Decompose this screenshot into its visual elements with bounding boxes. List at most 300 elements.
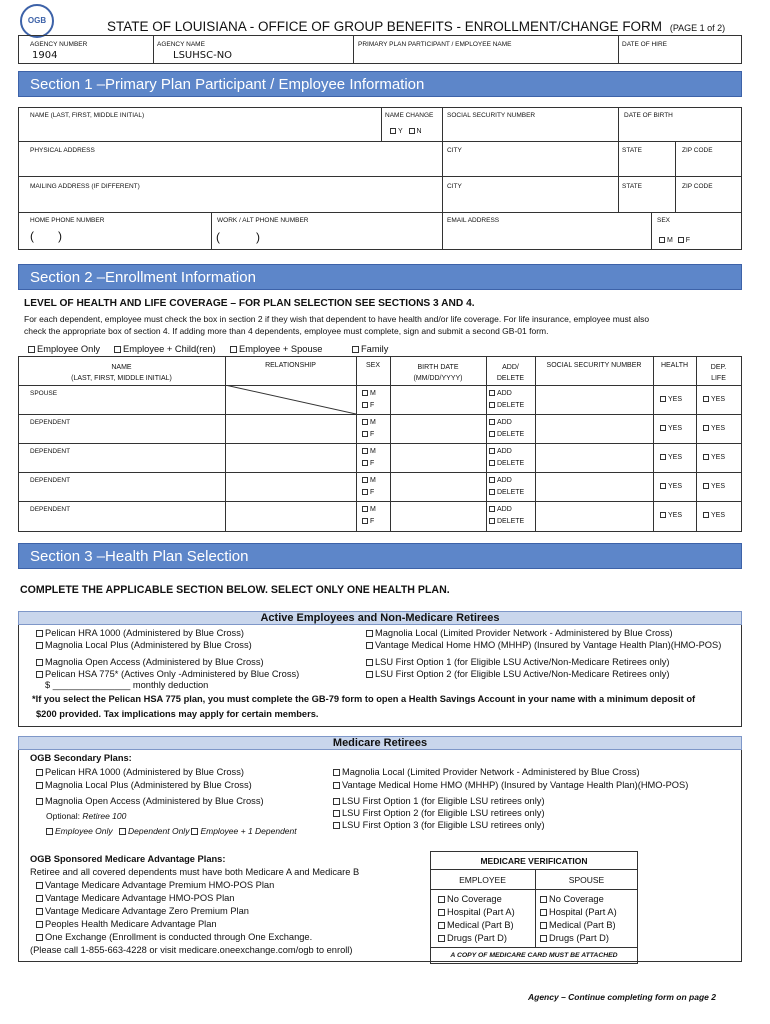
dependent-delete[interactable] bbox=[489, 489, 524, 496]
plan-pelican-hsa-775-label: Pelican HSA 775* (Actives Only -Administered by Blue Cross) bbox=[45, 669, 300, 679]
physical-zip-label: ZIP CODE bbox=[682, 147, 713, 154]
plan-pelican-hsa-775[interactable] bbox=[36, 669, 299, 679]
dependent-life-yes-checkbox[interactable] bbox=[703, 483, 709, 489]
dependent-health-yes[interactable] bbox=[660, 454, 682, 461]
work-phone-paren-open: ( bbox=[216, 230, 220, 244]
advantage-intro: Retiree and all covered dependents must have both Medicare A and Medicare B bbox=[30, 867, 360, 877]
dependent-add[interactable] bbox=[489, 506, 512, 513]
dependent-sex-m[interactable] bbox=[362, 448, 376, 455]
dependent-sex-m-label: M bbox=[370, 506, 376, 513]
dependents-header-birth bbox=[390, 362, 486, 384]
advantage-vantage-hmo-pos[interactable] bbox=[36, 893, 234, 903]
dependent-row-label: DEPENDENT bbox=[30, 419, 71, 426]
dependent-row-label: DEPENDENT bbox=[30, 477, 71, 484]
ssn-field[interactable] bbox=[446, 122, 614, 138]
name-change-yes-checkbox[interactable] bbox=[390, 128, 396, 134]
plan-magnolia-open-access[interactable] bbox=[36, 657, 264, 667]
plan-pelican-hra-1000-label: Pelican HRA 1000 (Administered by Blue Cross) bbox=[45, 628, 244, 638]
plan-lsu-first-option-2[interactable] bbox=[366, 669, 670, 679]
physical-zip-field[interactable] bbox=[678, 157, 738, 173]
plan-magnolia-open-access-checkbox[interactable] bbox=[36, 659, 43, 666]
coverage-option-family[interactable] bbox=[352, 344, 388, 354]
dependent-life-yes-checkbox[interactable] bbox=[703, 454, 709, 460]
work-phone-paren-close: ) bbox=[256, 230, 260, 244]
name-field[interactable] bbox=[22, 122, 377, 138]
dependent-add[interactable] bbox=[489, 448, 512, 455]
dependent-life-yes-label: YES bbox=[711, 454, 726, 461]
form-title bbox=[107, 19, 725, 34]
secondary-magnolia-local-label: Magnolia Local (Limited Provider Network - Administered by Blue Cross) bbox=[342, 767, 640, 777]
sex-label: SEX bbox=[657, 217, 671, 224]
dependent-add-label: ADD bbox=[497, 419, 512, 426]
advantage-vantage-premium-label: Vantage Medicare Advantage Premium HMO-POS Plan bbox=[45, 880, 275, 890]
dependent-add-checkbox[interactable] bbox=[489, 448, 495, 454]
secondary-magnolia-open-access-label: Magnolia Open Access (Administered by Blue Cross) bbox=[45, 796, 264, 806]
physical-address-label: PHYSICAL ADDRESS bbox=[30, 147, 95, 154]
advantage-vantage-zero-premium[interactable] bbox=[36, 906, 249, 916]
advantage-vantage-premium[interactable] bbox=[36, 880, 274, 890]
secondary-pelican-hra-1000-checkbox[interactable] bbox=[36, 769, 43, 776]
dependent-health-yes-label: YES bbox=[668, 425, 683, 432]
plan-vantage-mhhp[interactable] bbox=[366, 640, 721, 650]
agency-name-field[interactable]: LSUHSC-NO bbox=[173, 50, 233, 61]
hsa-note-line-2: $200 provided. Tax implications may apply for certain members. bbox=[36, 709, 319, 719]
dependent-life-yes[interactable] bbox=[703, 454, 725, 461]
advantage-peoples-health[interactable] bbox=[36, 919, 217, 929]
employee-drugs-part-d[interactable] bbox=[438, 933, 507, 943]
plan-magnolia-local-plus[interactable] bbox=[36, 640, 252, 650]
coverage-option-employee-only[interactable] bbox=[28, 344, 100, 354]
advantage-peoples-health-checkbox[interactable] bbox=[36, 921, 43, 928]
advantage-one-exchange-label: One Exchange (Enrollment is conducted through One Exchange. bbox=[45, 932, 313, 942]
secondary-pelican-hra-1000[interactable] bbox=[36, 767, 244, 777]
employee-no-coverage-label: No Coverage bbox=[447, 894, 502, 904]
section-2-heading: LEVEL OF HEALTH AND LIFE COVERAGE – FOR PLAN SELECTION SEE SECTIONS 3 AND 4. bbox=[24, 298, 475, 309]
dependent-delete[interactable] bbox=[489, 518, 524, 525]
employee-hospital-part-a[interactable] bbox=[438, 907, 515, 917]
home-phone-field[interactable] bbox=[30, 229, 206, 243]
dependent-health-yes[interactable] bbox=[660, 483, 682, 490]
work-phone-field[interactable] bbox=[216, 230, 438, 244]
plan-magnolia-local-checkbox[interactable] bbox=[366, 630, 373, 637]
spouse-medical-part-b-label: Medical (Part B) bbox=[549, 920, 616, 930]
dependent-sex-m-checkbox[interactable] bbox=[362, 419, 368, 425]
ogb-seal bbox=[20, 4, 54, 38]
name-change-no-checkbox[interactable] bbox=[409, 128, 415, 134]
spouse-drugs-part-d-checkbox[interactable] bbox=[540, 935, 547, 942]
dob-field[interactable] bbox=[622, 122, 738, 138]
active-employees-title: Active Employees and Non-Medicare Retirees bbox=[260, 612, 500, 624]
dependent-delete-checkbox[interactable] bbox=[489, 460, 495, 466]
page-indicator: (PAGE 1 of 2) bbox=[669, 23, 726, 33]
dependent-sex-m[interactable] bbox=[362, 506, 376, 513]
dependent-delete-label: DELETE bbox=[497, 489, 525, 496]
secondary-lsu-first-option-1-label: LSU First Option 1 (for Eligible LSU retirees only) bbox=[342, 796, 545, 806]
name-change-no-label: N bbox=[416, 128, 422, 135]
advantage-vantage-premium-checkbox[interactable] bbox=[36, 882, 43, 889]
dependents-header-name bbox=[18, 362, 225, 384]
mailing-address-label: MAILING ADDRESS (IF DIFFERENT) bbox=[30, 183, 140, 190]
dependent-life-yes-label: YES bbox=[711, 483, 726, 490]
optional-value: Retiree 100 bbox=[82, 811, 127, 821]
dependent-delete-checkbox[interactable] bbox=[489, 489, 495, 495]
sex-f-label: F bbox=[685, 237, 691, 244]
dependents-header-add bbox=[486, 362, 535, 384]
dependent-sex-f-checkbox[interactable] bbox=[362, 402, 368, 408]
dependents-header-name-line2: (LAST, FIRST, MIDDLE INITIAL) bbox=[71, 375, 172, 382]
dependent-sex-m-checkbox[interactable] bbox=[362, 390, 368, 396]
dependent-life-yes[interactable] bbox=[703, 512, 725, 519]
employee-hospital-part-a-checkbox[interactable] bbox=[438, 909, 445, 916]
dependent-add-checkbox[interactable] bbox=[489, 477, 495, 483]
mailing-address-field[interactable] bbox=[22, 193, 438, 209]
dependent-add-label: ADD bbox=[497, 477, 512, 484]
dependents-header-dep-life bbox=[696, 362, 741, 384]
dependents-header-sex: SEX bbox=[365, 362, 380, 369]
plan-lsu-first-option-1-checkbox[interactable] bbox=[366, 659, 373, 666]
dependent-add-label: ADD bbox=[497, 390, 512, 397]
home-phone-paren-close: ) bbox=[58, 229, 62, 243]
dependent-sex-f-checkbox[interactable] bbox=[362, 460, 368, 466]
dependent-health-yes-checkbox[interactable] bbox=[660, 483, 666, 489]
dependent-sex-f[interactable] bbox=[362, 489, 374, 496]
dependent-delete-label: DELETE bbox=[497, 402, 525, 409]
ssn-label: SOCIAL SECURITY NUMBER bbox=[447, 112, 536, 119]
secondary-lsu-first-option-2-checkbox[interactable] bbox=[333, 810, 340, 817]
dependent-delete-label: DELETE bbox=[497, 518, 525, 525]
date-of-hire-label: DATE OF HIRE bbox=[622, 41, 668, 48]
optional-dependent-only-label: Dependent Only bbox=[128, 826, 190, 836]
section-2-instructions-2: check the appropriate box of section 4. If adding more than 4 dependents, employee must complete, sign and submit a second GB-01 form. bbox=[24, 326, 549, 336]
dependent-sex-f-checkbox[interactable] bbox=[362, 518, 368, 524]
secondary-magnolia-local-plus-label: Magnolia Local Plus (Administered by Blue Cross) bbox=[45, 780, 252, 790]
dependent-row-label: DEPENDENT bbox=[30, 448, 71, 455]
plan-magnolia-open-access-label: Magnolia Open Access (Administered by Blue Cross) bbox=[45, 657, 264, 667]
dependent-sex-m[interactable] bbox=[362, 477, 376, 484]
dependent-health-yes-label: YES bbox=[668, 512, 683, 519]
dependent-health-yes-checkbox[interactable] bbox=[660, 454, 666, 460]
secondary-lsu-first-option-1-checkbox[interactable] bbox=[333, 798, 340, 805]
dependent-sex-f-label: F bbox=[370, 402, 375, 409]
dependent-life-yes-checkbox[interactable] bbox=[703, 425, 709, 431]
plan-magnolia-local[interactable] bbox=[366, 628, 673, 638]
coverage-family-label: Family bbox=[361, 344, 389, 354]
dependent-sex-m-label: M bbox=[370, 419, 376, 426]
dob-label: DATE OF BIRTH bbox=[624, 112, 673, 119]
dependent-delete-checkbox[interactable] bbox=[489, 402, 495, 408]
agency-number-field[interactable]: 1904 bbox=[32, 50, 58, 61]
employee-drugs-part-d-checkbox[interactable] bbox=[438, 935, 445, 942]
spouse-drugs-part-d[interactable] bbox=[540, 933, 609, 943]
optional-choices bbox=[46, 826, 297, 836]
form-title-text: STATE OF LOUISIANA - OFFICE OF GROUP BENEFITS - ENROLLMENT/CHANGE FORM bbox=[107, 19, 663, 34]
employee-no-coverage[interactable] bbox=[438, 894, 502, 904]
secondary-lsu-first-option-2-label: LSU First Option 2 (for Eligible LSU retirees only) bbox=[342, 808, 545, 818]
dependents-header-relationship: RELATIONSHIP bbox=[265, 362, 316, 369]
coverage-employee-only-label: Employee Only bbox=[37, 344, 101, 354]
sex-m-checkbox[interactable] bbox=[659, 237, 665, 243]
plan-lsu-first-option-2-checkbox[interactable] bbox=[366, 671, 373, 678]
dependent-life-yes-label: YES bbox=[711, 396, 726, 403]
dependents-header-ssn: SOCIAL SECURITY NUMBER bbox=[546, 362, 642, 369]
coverage-family-checkbox[interactable] bbox=[352, 346, 359, 353]
section-3-title: Section 3 –Health Plan Selection bbox=[30, 548, 249, 565]
optional-employee-only-label: Employee Only bbox=[55, 826, 113, 836]
dependent-add-checkbox[interactable] bbox=[489, 390, 495, 396]
secondary-lsu-first-option-1[interactable] bbox=[333, 796, 545, 806]
dependent-health-yes-checkbox[interactable] bbox=[660, 396, 666, 402]
medicare-retirees-bar bbox=[18, 736, 742, 750]
section-3-heading: COMPLETE THE APPLICABLE SECTION BELOW. SELECT ONLY ONE HEALTH PLAN. bbox=[20, 584, 450, 596]
advantage-vantage-zero-premium-checkbox[interactable] bbox=[36, 908, 43, 915]
secondary-vantage-mhhp[interactable] bbox=[333, 780, 688, 790]
participant-name-field[interactable] bbox=[356, 49, 614, 61]
plan-vantage-mhhp-label: Vantage Medical Home HMO (MHHP) (Insured by Vantage Health Plan)(HMO-POS) bbox=[375, 640, 722, 650]
spouse-medical-part-b[interactable] bbox=[540, 920, 616, 930]
dependent-sex-f-label: F bbox=[370, 489, 375, 496]
employee-medical-part-b-checkbox[interactable] bbox=[438, 922, 445, 929]
optional-employee-only-checkbox[interactable] bbox=[46, 828, 53, 835]
dependents-header-add-line2: DELETE bbox=[496, 375, 525, 382]
plan-lsu-first-option-1[interactable] bbox=[366, 657, 670, 667]
name-change-label: NAME CHANGE bbox=[385, 112, 434, 119]
secondary-magnolia-local[interactable] bbox=[333, 767, 640, 777]
dependent-health-yes-label: YES bbox=[668, 483, 683, 490]
dependent-sex-f-checkbox[interactable] bbox=[362, 431, 368, 437]
mailing-city-label: CITY bbox=[447, 183, 462, 190]
dependent-delete[interactable] bbox=[489, 402, 524, 409]
dependent-sex-f-label: F bbox=[370, 431, 375, 438]
coverage-employee-spouse-checkbox[interactable] bbox=[230, 346, 237, 353]
secondary-plans-title: OGB Secondary Plans: bbox=[30, 753, 132, 763]
secondary-magnolia-local-checkbox[interactable] bbox=[333, 769, 340, 776]
secondary-lsu-first-option-3-checkbox[interactable] bbox=[333, 822, 340, 829]
dependents-header-dep-line2: LIFE bbox=[711, 375, 726, 382]
secondary-vantage-mhhp-label: Vantage Medical Home HMO (MHHP) (Insured by Vantage Health Plan)(HMO-POS) bbox=[342, 780, 689, 790]
dependent-sex-m[interactable] bbox=[362, 390, 376, 397]
dependent-sex-m-checkbox[interactable] bbox=[362, 506, 368, 512]
employee-drugs-part-d-label: Drugs (Part D) bbox=[447, 933, 507, 943]
medicare-card-note: A COPY OF MEDICARE CARD MUST BE ATTACHED bbox=[450, 952, 618, 959]
physical-state-field[interactable] bbox=[621, 157, 671, 173]
secondary-lsu-first-option-3[interactable] bbox=[333, 820, 545, 830]
email-label: EMAIL ADDRESS bbox=[447, 217, 500, 224]
optional-label: Optional: bbox=[46, 811, 81, 821]
dependent-life-yes-checkbox[interactable] bbox=[703, 512, 709, 518]
coverage-option-employee-spouse[interactable] bbox=[230, 344, 322, 354]
dependents-header-name-line1: NAME bbox=[111, 364, 132, 371]
dependent-delete-checkbox[interactable] bbox=[489, 518, 495, 524]
optional-employee-plus-1-checkbox[interactable] bbox=[191, 828, 198, 835]
sex-f-checkbox[interactable] bbox=[678, 237, 684, 243]
dependent-life-yes-label: YES bbox=[711, 425, 726, 432]
dependent-health-yes[interactable] bbox=[660, 512, 682, 519]
name-change-yes-label: Y bbox=[398, 128, 403, 135]
spouse-hospital-part-a-checkbox[interactable] bbox=[540, 909, 547, 916]
secondary-lsu-first-option-3-label: LSU First Option 3 (for Eligible LSU retirees only) bbox=[342, 820, 545, 830]
dependent-sex-m-label: M bbox=[370, 448, 376, 455]
optional-employee-plus-1-label: Employee + 1 Dependent bbox=[200, 826, 297, 836]
secondary-magnolia-open-access[interactable] bbox=[36, 796, 264, 806]
dependent-life-yes-label: YES bbox=[711, 512, 726, 519]
employee-medical-part-b-label: Medical (Part B) bbox=[447, 920, 514, 930]
section-2-instructions-1: For each dependent, employee must check the box in section 2 if they wish that dependent to have health and/or life coverage. For life insurance, employee must also bbox=[24, 314, 650, 324]
sex-choices bbox=[659, 237, 690, 244]
mailing-city-field[interactable] bbox=[446, 193, 614, 209]
spouse-no-coverage-checkbox[interactable] bbox=[540, 896, 547, 903]
footer-continue-note: Agency – Continue completing form on page 2 bbox=[528, 992, 716, 1002]
mailing-zip-field[interactable] bbox=[678, 193, 738, 209]
coverage-employee-children-checkbox[interactable] bbox=[114, 346, 121, 353]
sex-m-label: M bbox=[667, 237, 673, 244]
coverage-employee-spouse-label: Employee + Spouse bbox=[239, 344, 323, 354]
home-phone-paren-open: ( bbox=[30, 229, 34, 243]
date-of-hire-field[interactable] bbox=[621, 49, 739, 61]
dependent-row-label: SPOUSE bbox=[30, 390, 58, 397]
advantage-call-info: (Please call 1-855-663-4228 or visit medicare.oneexchange.com/ogb to enroll) bbox=[30, 945, 353, 955]
active-employees-bar bbox=[18, 611, 742, 625]
secondary-lsu-first-option-2[interactable] bbox=[333, 808, 545, 818]
section-1-title: Section 1 –Primary Plan Participant / Employee Information bbox=[30, 76, 425, 93]
spouse-medical-part-b-checkbox[interactable] bbox=[540, 922, 547, 929]
section-1-header bbox=[18, 71, 742, 97]
plan-magnolia-local-plus-label: Magnolia Local Plus (Administered by Blue Cross) bbox=[45, 640, 252, 650]
coverage-employee-children-label: Employee + Child(ren) bbox=[123, 344, 216, 354]
spouse-hospital-part-a[interactable] bbox=[540, 907, 617, 917]
dependent-sex-m-label: M bbox=[370, 477, 376, 484]
dependent-add-checkbox[interactable] bbox=[489, 506, 495, 512]
dependent-delete-checkbox[interactable] bbox=[489, 431, 495, 437]
plan-pelican-hra-1000[interactable] bbox=[36, 628, 244, 638]
physical-city-label: CITY bbox=[447, 147, 462, 154]
dependent-add[interactable] bbox=[489, 419, 512, 426]
physical-state-label: STATE bbox=[622, 147, 642, 154]
advantage-vantage-zero-premium-label: Vantage Medicare Advantage Zero Premium Plan bbox=[45, 906, 249, 916]
dependent-delete-label: DELETE bbox=[497, 431, 525, 438]
dependent-sex-f-label: F bbox=[370, 460, 375, 467]
physical-address-field[interactable] bbox=[22, 157, 438, 173]
plan-pelican-hra-1000-checkbox[interactable] bbox=[36, 630, 43, 637]
dependent-add-checkbox[interactable] bbox=[489, 419, 495, 425]
coverage-option-employee-children[interactable] bbox=[114, 344, 216, 354]
dependent-delete-label: DELETE bbox=[497, 460, 525, 467]
plan-magnolia-local-plus-checkbox[interactable] bbox=[36, 642, 43, 649]
dependent-delete[interactable] bbox=[489, 431, 524, 438]
dependent-add-label: ADD bbox=[497, 448, 512, 455]
name-change-choices bbox=[390, 128, 422, 135]
dependent-sex-f-checkbox[interactable] bbox=[362, 489, 368, 495]
plan-lsu-first-option-1-label: LSU First Option 1 (for Eligible LSU Active/Non-Medicare Retirees only) bbox=[375, 657, 670, 667]
plan-lsu-first-option-2-label: LSU First Option 2 (for Eligible LSU Active/Non-Medicare Retirees only) bbox=[375, 669, 670, 679]
spouse-relationship-diagonal bbox=[225, 385, 356, 414]
spouse-no-coverage-label: No Coverage bbox=[549, 894, 604, 904]
optional-dependent-only-checkbox[interactable] bbox=[119, 828, 126, 835]
email-field[interactable] bbox=[446, 228, 646, 244]
mailing-zip-label: ZIP CODE bbox=[682, 183, 713, 190]
verification-employee-col: EMPLOYEE bbox=[459, 875, 506, 885]
advantage-peoples-health-label: Peoples Health Medicare Advantage Plan bbox=[45, 919, 217, 929]
dependent-life-yes[interactable] bbox=[703, 483, 725, 490]
dependent-sex-f-label: F bbox=[370, 518, 375, 525]
agency-name-label: AGENCY NAME bbox=[157, 41, 205, 48]
advantage-plans-title: OGB Sponsored Medicare Advantage Plans: bbox=[30, 854, 226, 864]
physical-city-field[interactable] bbox=[446, 157, 614, 173]
advantage-one-exchange[interactable] bbox=[36, 932, 312, 942]
section-2-header bbox=[18, 264, 742, 290]
dependent-health-yes-label: YES bbox=[668, 454, 683, 461]
hsa-note-line-1: *If you select the Pelican HSA 775 plan, you must complete the GB-79 form to open a Health Savings Account in your name with a minimum deposit of bbox=[32, 694, 696, 704]
advantage-vantage-hmo-pos-label: Vantage Medicare Advantage HMO-POS Plan bbox=[45, 893, 235, 903]
advantage-one-exchange-checkbox[interactable] bbox=[36, 934, 43, 941]
secondary-pelican-hra-1000-label: Pelican HRA 1000 (Administered by Blue Cross) bbox=[45, 767, 244, 777]
mailing-state-field[interactable] bbox=[621, 193, 671, 209]
hsa-monthly-deduction[interactable]: $ _______________ monthly deduction bbox=[45, 680, 209, 690]
coverage-employee-only-checkbox[interactable] bbox=[28, 346, 35, 353]
spouse-no-coverage[interactable] bbox=[540, 894, 604, 904]
dependent-sex-f[interactable] bbox=[362, 431, 374, 438]
section-2-title: Section 2 –Enrollment Information bbox=[30, 269, 256, 286]
optional-retiree-100 bbox=[46, 811, 126, 821]
dependents-header-birth-line1: BIRTH DATE bbox=[417, 364, 459, 371]
spouse-hospital-part-a-label: Hospital (Part A) bbox=[549, 907, 617, 917]
dependent-life-yes-checkbox[interactable] bbox=[703, 396, 709, 402]
plan-pelican-hsa-775-checkbox[interactable] bbox=[36, 671, 43, 678]
dependent-sex-m-label: M bbox=[370, 390, 376, 397]
secondary-magnolia-local-plus-checkbox[interactable] bbox=[36, 782, 43, 789]
employee-no-coverage-checkbox[interactable] bbox=[438, 896, 445, 903]
dependent-sex-m-checkbox[interactable] bbox=[362, 477, 368, 483]
dependent-add-label: ADD bbox=[497, 506, 512, 513]
dependent-health-yes-checkbox[interactable] bbox=[660, 512, 666, 518]
employee-medical-part-b[interactable] bbox=[438, 920, 514, 930]
advantage-vantage-hmo-pos-checkbox[interactable] bbox=[36, 895, 43, 902]
seal-text: OGB bbox=[27, 16, 47, 25]
medicare-verification-title: MEDICARE VERIFICATION bbox=[480, 856, 588, 866]
dependents-header-dep-line1: DEP. bbox=[710, 364, 727, 371]
dependents-header-add-line1: ADD/ bbox=[502, 364, 519, 371]
dependent-sex-f[interactable] bbox=[362, 460, 374, 467]
dependent-health-yes[interactable] bbox=[660, 396, 682, 403]
plan-vantage-mhhp-checkbox[interactable] bbox=[366, 642, 373, 649]
dependents-header-birth-line2: (MM/DD/YYYY) bbox=[413, 375, 463, 382]
secondary-magnolia-open-access-checkbox[interactable] bbox=[36, 798, 43, 805]
dependent-health-yes-label: YES bbox=[668, 396, 683, 403]
dependent-health-yes[interactable] bbox=[660, 425, 682, 432]
dependent-sex-f[interactable] bbox=[362, 402, 374, 409]
verification-spouse-col: SPOUSE bbox=[568, 875, 605, 885]
secondary-vantage-mhhp-checkbox[interactable] bbox=[333, 782, 340, 789]
participant-name-label: PRIMARY PLAN PARTICIPANT / EMPLOYEE NAME bbox=[358, 41, 512, 48]
agency-number-label: AGENCY NUMBER bbox=[30, 41, 88, 48]
dependent-sex-m-checkbox[interactable] bbox=[362, 448, 368, 454]
dependent-sex-f[interactable] bbox=[362, 518, 374, 525]
medicare-retirees-title: Medicare Retirees bbox=[332, 737, 428, 749]
secondary-magnolia-local-plus[interactable] bbox=[36, 780, 252, 790]
dependents-header-health: HEALTH bbox=[660, 362, 689, 369]
dependent-life-yes[interactable] bbox=[703, 396, 725, 403]
dependent-add[interactable] bbox=[489, 390, 512, 397]
plan-magnolia-local-label: Magnolia Local (Limited Provider Network - Administered by Blue Cross) bbox=[375, 628, 673, 638]
work-phone-label: WORK / ALT PHONE NUMBER bbox=[217, 217, 309, 224]
spouse-drugs-part-d-label: Drugs (Part D) bbox=[549, 933, 609, 943]
name-label: NAME (LAST, FIRST, MIDDLE INITIAL) bbox=[30, 112, 145, 119]
dependent-life-yes[interactable] bbox=[703, 425, 725, 432]
dependent-delete[interactable] bbox=[489, 460, 524, 467]
dependent-sex-m[interactable] bbox=[362, 419, 376, 426]
dependent-health-yes-checkbox[interactable] bbox=[660, 425, 666, 431]
mailing-state-label: STATE bbox=[622, 183, 642, 190]
dependent-add[interactable] bbox=[489, 477, 512, 484]
